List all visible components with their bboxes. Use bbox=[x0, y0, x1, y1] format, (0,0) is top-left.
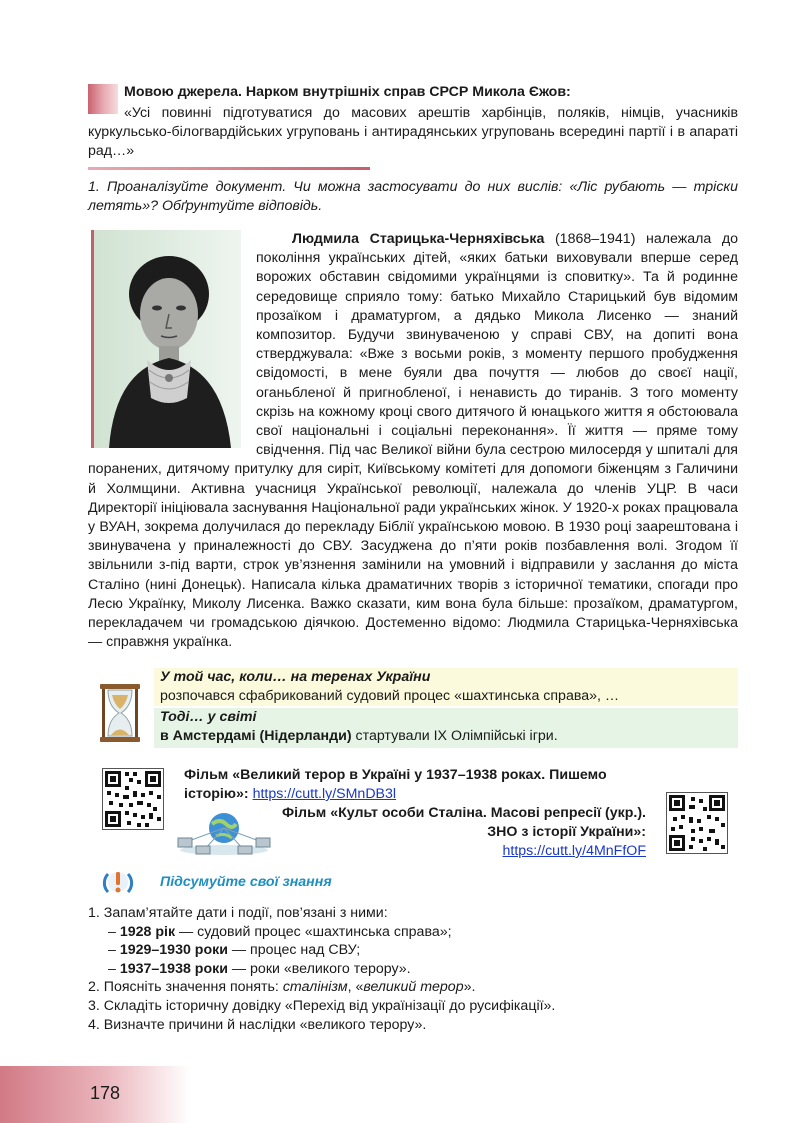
timeline-ukraine bbox=[154, 668, 738, 706]
timeline-world bbox=[154, 708, 738, 748]
exclamation-icon bbox=[100, 864, 136, 900]
task-2: 2. Поясніть значення понять: сталінізм, «великий терор». bbox=[88, 979, 476, 996]
qr-code-film-2[interactable] bbox=[666, 792, 728, 854]
question-1: 1. Проаналізуйте документ. Чи можна застосувати до них вислів: «Ліс рубають — тріски летять»? Обґрунтуйте відповідь. bbox=[88, 179, 738, 215]
page-number: 178 bbox=[90, 1083, 121, 1103]
film-1-link[interactable]: https://cutt.ly/SMnDB3l bbox=[252, 786, 397, 802]
summary-title: Підсумуйте свої знання bbox=[160, 874, 332, 890]
task-1-date-3: – 1937–1938 роки — роки «великого терору». bbox=[108, 960, 411, 977]
hourglass-icon bbox=[96, 682, 144, 744]
qr-code-film-1[interactable] bbox=[102, 768, 164, 830]
film-1-title: Фільм «Великий терор в Україні у 1937–1938 роках. Пишемо історію»: bbox=[184, 767, 607, 802]
task-1-date-1: – 1928 рік — судовий процес «шахтинська справа»; bbox=[108, 923, 452, 940]
source-divider bbox=[88, 167, 370, 170]
timeline-world-text: в Амстердамі (Нідерланди) стартували IX Олімпійські ігри. bbox=[160, 728, 558, 744]
film-1 bbox=[184, 766, 654, 804]
timeline-ukraine-text: розпочався сфабрикований судовий процес «шахтинська справа», … bbox=[160, 688, 620, 704]
task-4: 4. Визначте причини й наслідки «великого терору». bbox=[88, 1016, 427, 1033]
task-3: 3. Складіть історичну довідку «Перехід від українізації до русифікації». bbox=[88, 997, 556, 1014]
bio-text: (1868–1941) належала до покоління українських дітей, «яких батьки виховували вперше серед ворожих обставин свідомими українцями із сповитку». Та й родинне середовище сприяло тому: батько Михайло Старицький був відомим прозаїком і драматургом, а дядько Микола Лисенко — знаний композитор. Будучи звинуваченою у справі СВУ, на допиті вона стверджувала: «Вже з восьми років, з моменту першого пробудження свідомості, в мене буяли два почуття — любов до своєї нації, оганьбленої й пригнобленої, і ненависть до тиранів. З того моменту скрізь на кожному кроці свого дитячого й юнацького життя я обстоювала свої національні і соціальні переконання». Її життя — пряме тому свідчення. Під час Великої війни була сестрою милосердя у шпиталі для поранених, дитячому притулку для сиріт, Київському комітеті для допомоги біженцям з Галичини й Холмщини. Активна учасниця Української революції, належала до членів УЦР. В часи Директорії ініціювала заснування Національної ради українських жінок. У 1920-х роках працювала у ВУАН, зокрема долучилася до перекладу Біблії українською мовою. В 1930 році заарештована і звинувачена у приналежності до СВУ. Засуджена до п’яти років позбавлення волі. Згодом її звільнили з-під варти, строк ув’язнення замінили на умовний і відправили у заслання до міста Сталіно (нині Донецьк). Написала кілька драматичних творів з історичної тематики, спогади про Лесю Українку, Миколу Лисенка. Важко сказати, ким вона була більше: прозаїком, драматургом, перекладачем чи громадською діячкою. Достеменно відомо: Людмила Старицька-Черняхівська — справжня українка. bbox=[88, 231, 738, 651]
source-title: Мовою джерела. Нарком внутрішніх справ СРСР Микола Єжов: bbox=[124, 84, 571, 100]
film-2 bbox=[270, 804, 646, 861]
film-2-title: Фільм «Культ особи Сталіна. Масові репресії (укр.). ЗНО з історії України»: bbox=[282, 805, 646, 840]
network-globe-icon bbox=[176, 806, 272, 856]
film-2-link[interactable]: https://cutt.ly/4MnFfOF bbox=[502, 843, 646, 859]
task-1: 1. Запам’ятайте дати і події, пов’язані з ними: bbox=[88, 905, 388, 921]
summary-tasks bbox=[88, 904, 738, 1034]
biography bbox=[88, 230, 738, 652]
timeline-ukraine-heading: У той час, коли… на теренах України bbox=[160, 669, 431, 685]
timeline-world-heading: Тоді… у світі bbox=[160, 709, 257, 725]
bio-name: Людмила Старицька-Черняхівська bbox=[292, 231, 545, 247]
source-quote: «Усі повинні підготуватися до масових арештів харбінців, поляків, німців, учасників куркульсько-білогвардійських угруповань і антирадянських угруповань всередині партії і в апараті рад…» bbox=[88, 105, 738, 160]
task-1-date-2: – 1929–1930 роки — процес над СВУ; bbox=[108, 942, 361, 959]
